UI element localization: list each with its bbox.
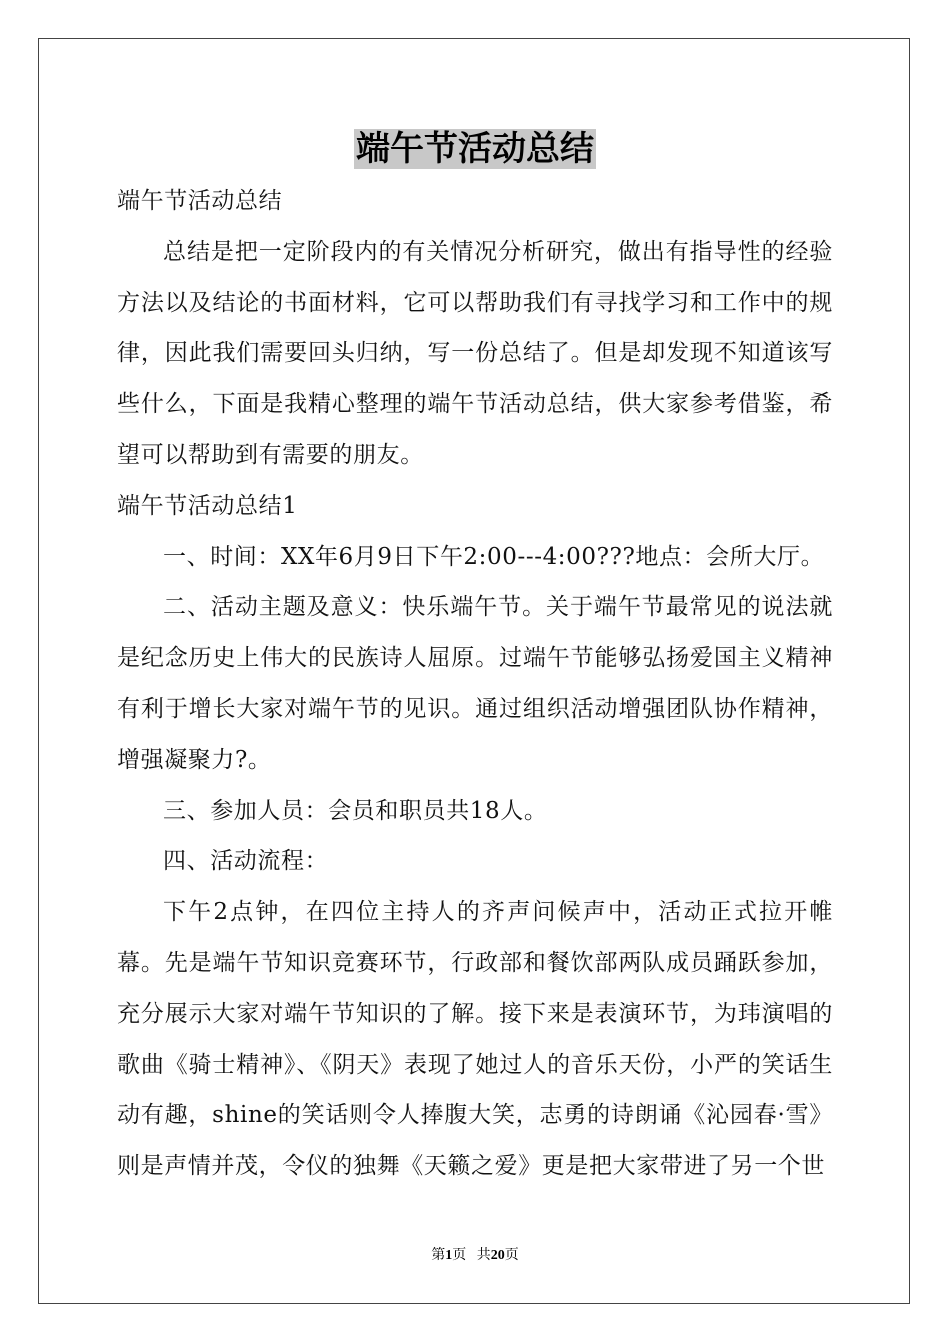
paragraph-time-location: 一、时间：XX年6月9日下午2:00---4:00???地点：会所大厅。 [163, 543, 825, 570]
document-title-text: 端午节活动总结 [356, 129, 594, 169]
paragraph-process: 下午2点钟，在四位主持人的齐声问候声中，活动正式拉开帷幕。先是端午节知识竞赛环节，行政部和餐饮部两队成员踊跃参加，充分展示大家对端午节知识的了解。接下来是表演环节，为玮演唱的歌曲《骑士精神》、《阴天》表现了她过人的音乐天份，小严的笑话生动有趣，shine的笑话则令人捧腹大笑，志勇的诗朗诵《沁园春·雪》则是声情并茂，令仪的独舞《天籁之爱》更是把大家带进了另一个世 [117, 899, 833, 1180]
paragraph-section-heading: 端午节活动总结1 [117, 492, 298, 519]
page-label-suffix: 页 [452, 1248, 467, 1263]
document-body [117, 176, 833, 1192]
paragraph-theme: 二、活动主题及意义：快乐端午节。关于端午节最常见的说法就是纪念历史上伟大的民族诗人屈原。过端午节能够弘扬爱国主义精神有利于增长大家对端午节的见识。通过组织活动增强团队协作精神，增强凝聚力?。 [117, 594, 833, 773]
page-footer [0, 1246, 950, 1266]
paragraph-intro: 总结是把一定阶段内的有关情况分析研究，做出有指导性的经验方法以及结论的书面材料，它可以帮助我们有寻找学习和工作中的规律，因此我们需要回头归纳，写一份总结了。但是却发现不知道该写些什么，下面是我精心整理的端午节活动总结，供大家参考借鉴，希望可以帮助到有需要的朋友。 [117, 238, 833, 468]
page-number: 1 [445, 1248, 453, 1263]
paragraph-process-heading: 四、活动流程： [163, 848, 329, 875]
total-pages: 20 [490, 1248, 505, 1263]
paragraph-participants: 三、参加人员：会员和职员共18人。 [163, 797, 548, 824]
total-label-prefix: 共 [476, 1248, 491, 1263]
page-label-prefix: 第 [431, 1248, 446, 1263]
total-label-suffix: 页 [504, 1248, 519, 1263]
paragraph-subtitle: 端午节活动总结 [117, 188, 283, 214]
document-title [0, 126, 950, 172]
